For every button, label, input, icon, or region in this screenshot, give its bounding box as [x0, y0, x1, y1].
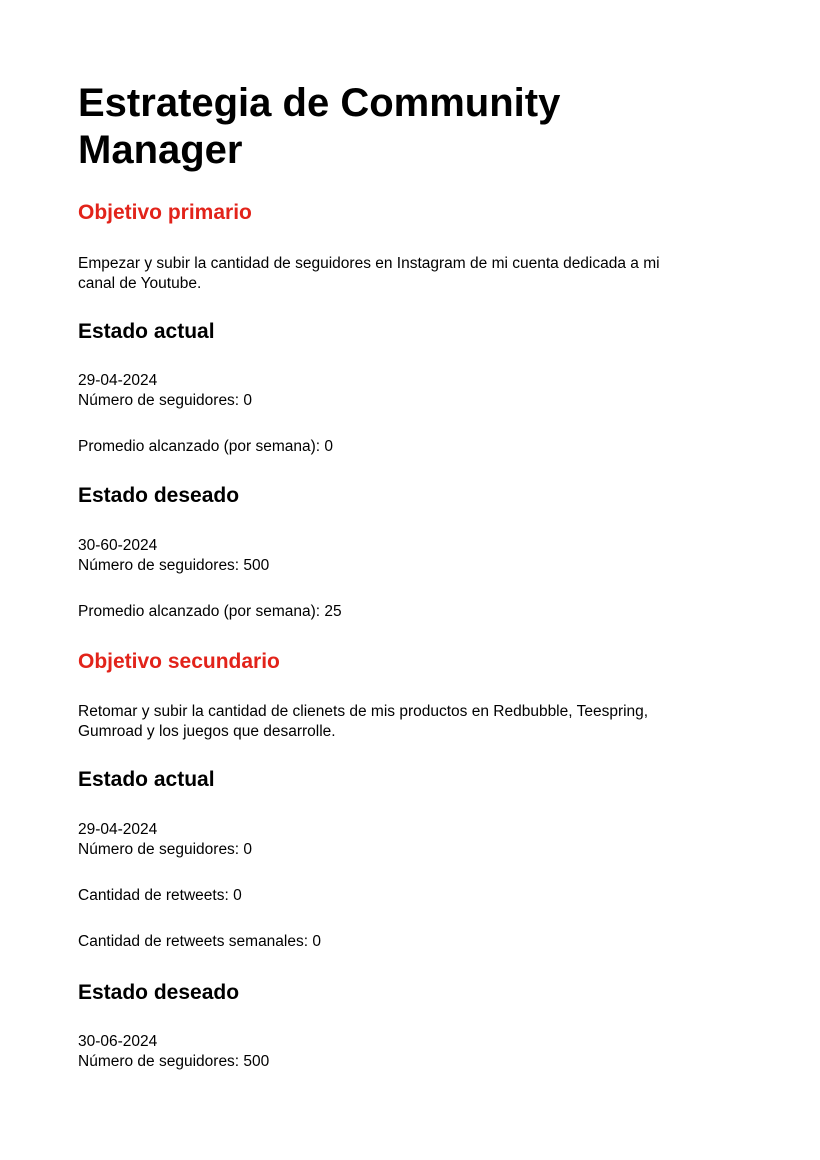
- secondary-desired-followers: Número de seguidores: 500: [78, 1053, 270, 1070]
- primary-desired-average: Promedio alcanzado (por semana): 25: [78, 603, 342, 620]
- secondary-desired-heading: Estado deseado: [78, 981, 240, 1004]
- secondary-current-date: 29-04-2024: [78, 821, 158, 838]
- primary-desired-heading: Estado deseado: [78, 484, 240, 507]
- primary-desired-date: 30-60-2024: [78, 537, 158, 554]
- page-title-line-1: Estrategia de Community: [78, 81, 561, 125]
- primary-desired-followers: Número de seguidores: 500: [78, 557, 270, 574]
- primary-description-line-1: Empezar y subir la cantidad de seguidores en Instagram de mi cuenta dedicada a mi: [78, 255, 660, 272]
- secondary-objective-heading: Objetivo secundario: [78, 650, 280, 673]
- secondary-description-line-2: Gumroad y los juegos que desarrolle.: [78, 723, 336, 740]
- secondary-current-weekly-retweets: Cantidad de retweets semanales: 0: [78, 933, 321, 950]
- primary-current-date: 29-04-2024: [78, 372, 158, 389]
- primary-current-average: Promedio alcanzado (por semana): 0: [78, 438, 334, 455]
- secondary-description-line-1: Retomar y subir la cantidad de clienets de mis productos en Redbubble, Teespring,: [78, 703, 649, 720]
- secondary-current-heading: Estado actual: [78, 768, 215, 791]
- primary-description-line-2: canal de Youtube.: [78, 275, 202, 292]
- secondary-current-followers: Número de seguidores: 0: [78, 841, 253, 858]
- secondary-current-retweets: Cantidad de retweets: 0: [78, 887, 242, 904]
- primary-current-followers: Número de seguidores: 0: [78, 392, 253, 409]
- primary-current-heading: Estado actual: [78, 320, 215, 343]
- primary-objective-heading: Objetivo primario: [78, 201, 252, 224]
- page-title-line-2: Manager: [78, 128, 243, 172]
- secondary-desired-date: 30-06-2024: [78, 1033, 158, 1050]
